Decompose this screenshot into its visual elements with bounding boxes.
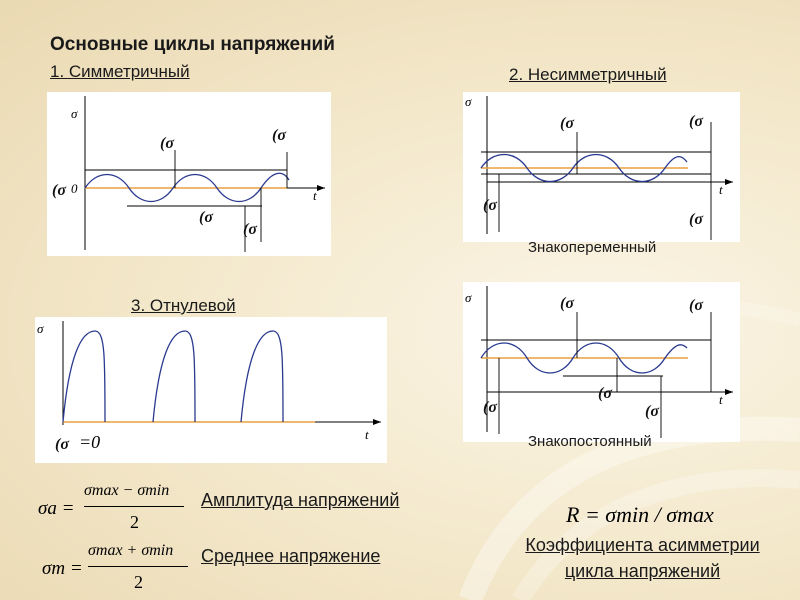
- sigma-a-symbol-lower: (σ: [199, 209, 213, 226]
- page-title: Основные циклы напряжений: [50, 34, 335, 55]
- amplitude-lhs: σa =: [38, 498, 75, 519]
- sigma-min-symbol: (σ: [55, 436, 69, 453]
- sigma-m-symbol: (σ: [52, 182, 66, 199]
- asymmetric-chart: [463, 92, 740, 242]
- sigma-a-symbol-lower: (σ: [598, 385, 612, 402]
- sigma-m-symbol: (σ: [483, 197, 497, 214]
- symmetric-chart: [47, 92, 331, 256]
- sigma-axis-label: σ: [465, 94, 472, 109]
- sigma-m-symbol: (σ: [483, 399, 497, 416]
- stress-pulse-3: [241, 331, 283, 422]
- amplitude-text: Амплитуда напряжений: [201, 490, 400, 510]
- constant-sign-caption: Знакопостоянный: [528, 433, 652, 450]
- ratio-caption-line1: Коэффициента асимметрии: [525, 535, 760, 555]
- sigma-a-symbol: (σ: [560, 115, 574, 132]
- amplitude-denominator: 2: [130, 512, 139, 532]
- zero-to-tension-chart: [35, 317, 387, 463]
- sigma-max-symbol: (σ: [689, 297, 703, 314]
- sigma-max-symbol: (σ: [689, 113, 703, 130]
- sigma-axis-label: σ: [465, 290, 472, 305]
- ratio-caption-line2: цикла напряжений: [564, 561, 721, 581]
- fraction-bar: [88, 566, 188, 567]
- time-axis-label: t: [313, 188, 317, 203]
- sigma-min-symbol: (σ: [645, 403, 659, 420]
- fraction-bar: [84, 506, 184, 507]
- sigma-min-symbol: (σ: [243, 221, 257, 238]
- asymmetric-const-chart: [463, 282, 740, 442]
- time-axis-label: t: [365, 427, 369, 442]
- amplitude-numerator: σmax − σmin: [84, 482, 170, 499]
- amplitude-formula: [36, 482, 196, 538]
- symmetric-label: 1. Симметричный: [50, 62, 190, 81]
- mean-zero-label: 0: [71, 181, 78, 196]
- stress-pulse-1: [63, 331, 105, 422]
- sigma-axis-label: σ: [71, 106, 78, 121]
- asymmetric-label: 2. Несимметричный: [509, 65, 667, 84]
- min-zero-label: =0: [79, 432, 101, 452]
- stress-pulse-2: [153, 331, 195, 422]
- mean-numerator: σmax + σmin: [88, 542, 174, 559]
- mean-denominator: 2: [134, 572, 143, 592]
- mean-formula: [40, 542, 200, 598]
- mean-text: Среднее напряжение: [201, 546, 381, 566]
- sigma-a-symbol: (σ: [160, 135, 174, 152]
- mean-lhs: σm =: [42, 558, 83, 579]
- ratio-caption: [505, 532, 780, 584]
- alternating-caption: Знакопеременный: [528, 239, 657, 256]
- ratio-formula: R = σmin / σmax: [566, 502, 714, 527]
- sigma-a-symbol: (σ: [560, 295, 574, 312]
- sigma-max-symbol: (σ: [272, 127, 286, 144]
- time-axis-label: t: [719, 182, 723, 197]
- zero-to-tension-label: 3. Отнулевой: [131, 296, 236, 315]
- time-axis-label: t: [719, 392, 723, 407]
- sigma-axis-label: σ: [37, 321, 44, 336]
- sigma-min-symbol: (σ: [689, 211, 703, 228]
